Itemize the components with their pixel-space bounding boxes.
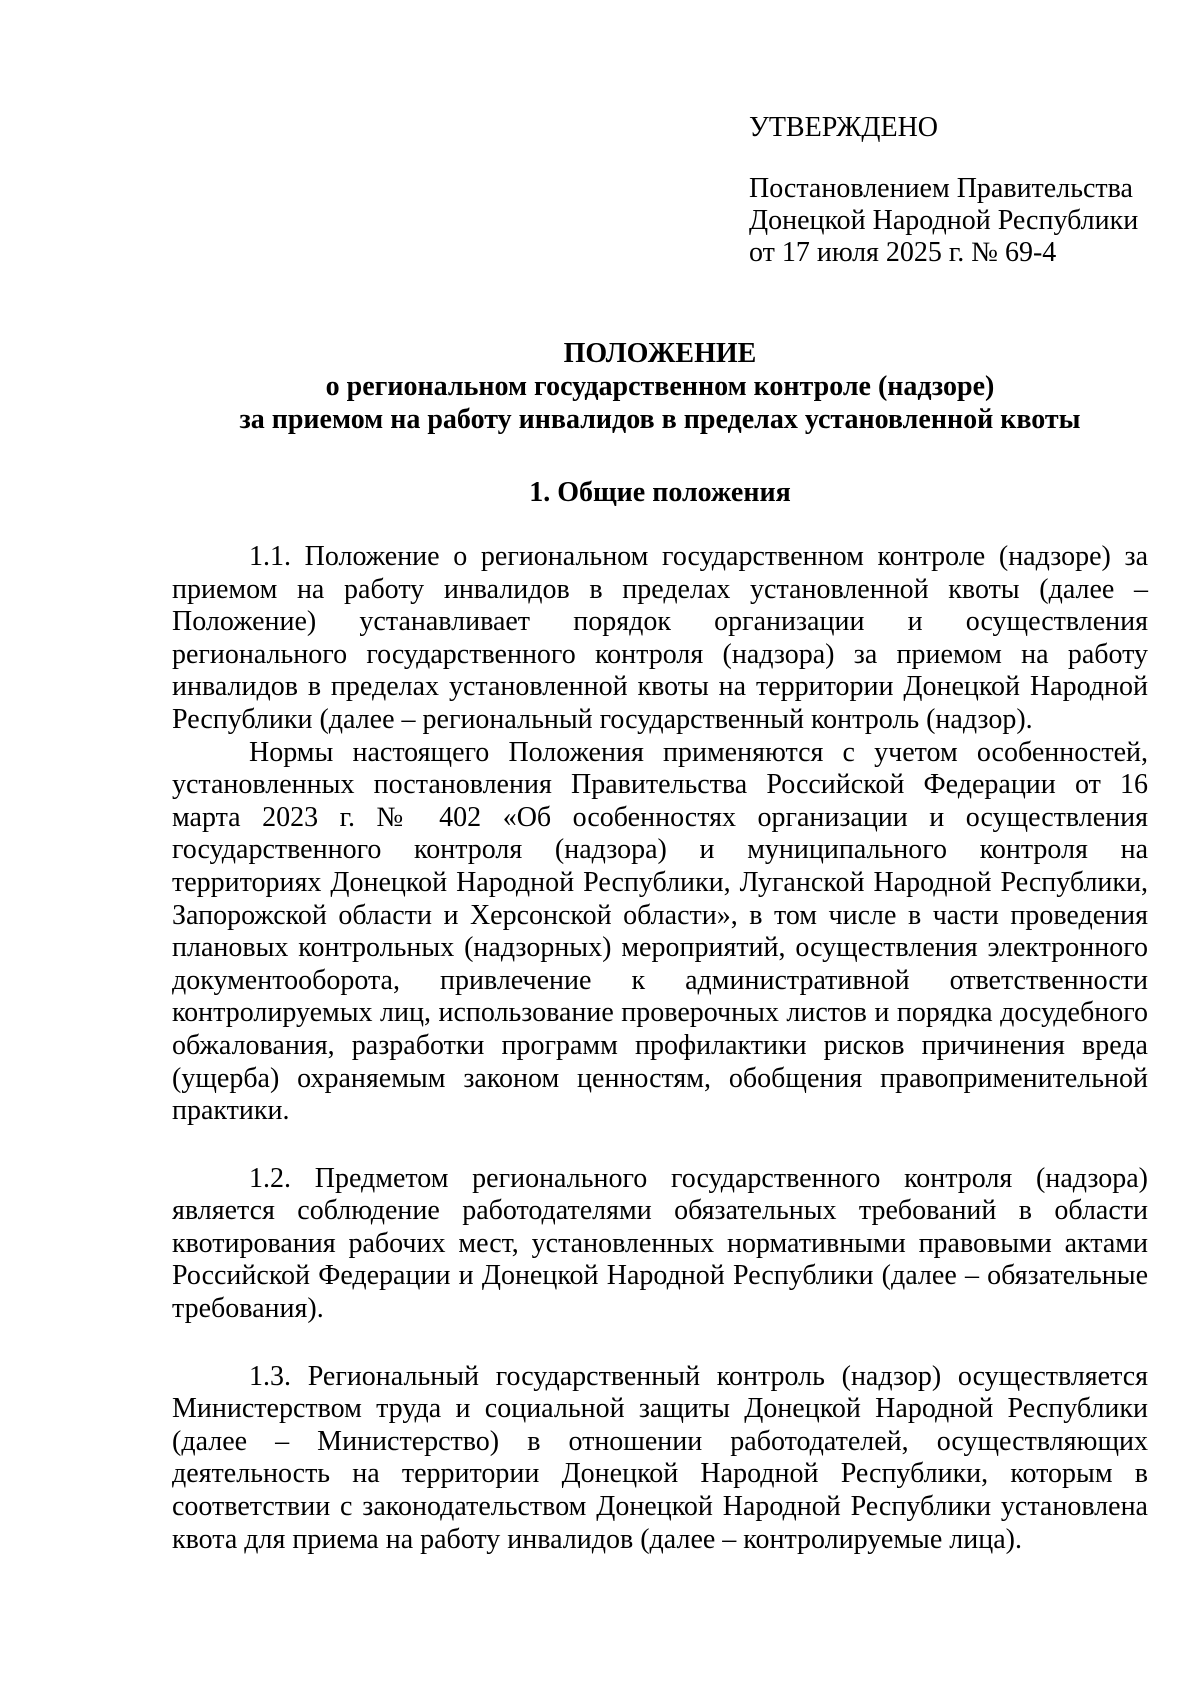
approval-stamp (749, 112, 1169, 269)
approval-label: УТВЕРЖДЕНО (749, 112, 939, 143)
paragraph-norms: Нормы настоящего Положения применяются с учетом особенностей, установленных постановления Правительства Российской Федерации от 16 марта 2023 г. № 402 «Об особенностях организации и осуществления государственного контроля (надзора) и муниципального контроля на территориях Донецкой Народной Республики, Луганской Народной Республики, Запорожской области и Херсонской области», в том числе в части проведения плановых контрольных (надзорных) мероприятий, осуществления электронного документооборота, привлечение к административной ответственности контролируемых лиц, использование проверочных листов и порядка досудебного обжалования, разработки программ профилактики рисков причинения вреда (ущерба) охраняемым законом ценностям, обобщения правоприменительной практики. (172, 736, 1148, 1127)
paragraph-1-3: 1.3. Региональный государственный контроль (надзор) осуществляется Министерством труда и социальной защиты Донецкой Народной Республики (далее – Министерство) в отношении работодателей, осуществляющих деятельность на территории Донецкой Народной Республики, которым в соответствии с законодательством Донецкой Народной Республики установлена квота для приема на работу инвалидов (далее – контролируемые лица). (172, 1360, 1148, 1555)
approval-line-1: Постановлением Правительства (749, 173, 1133, 204)
paragraph-1-2: 1.2. Предметом регионального государственного контроля (надзора) является соблюдение работодателями обязательных требований в области квотирования рабочих мест, установленных нормативными правовыми актами Российской Федерации и Донецкой Народной Республики (далее – обязательные требования). (172, 1162, 1148, 1325)
title-subtitle-1: о региональном государственном контроле (надзоре) (325, 371, 995, 402)
document-title (172, 337, 1148, 436)
approval-line-2: Донецкой Народной Республики (749, 205, 1139, 236)
section-1-body (172, 541, 1148, 1556)
title-subtitle-2: за приемом на работу инвалидов в пределах установленной квоты (239, 404, 1081, 435)
paragraph-1-1: 1.1. Положение о региональном государственном контроле (надзоре) за приемом на работу инвалидов в пределах установленной квоты (далее – Положение) устанавливает порядок организации и осуществления регионального государственного контроля (надзора) за приемом на работу инвалидов в пределах установленной квоты на территории Донецкой Народной Республики (далее – региональный государственный контроль (надзор). (172, 541, 1148, 735)
title-heading: ПОЛОЖЕНИЕ (563, 338, 757, 369)
approval-date-number: от 17 июля 2025 г. № 69-4 (749, 237, 1057, 268)
section-1-heading: 1. Общие положения (529, 477, 791, 508)
